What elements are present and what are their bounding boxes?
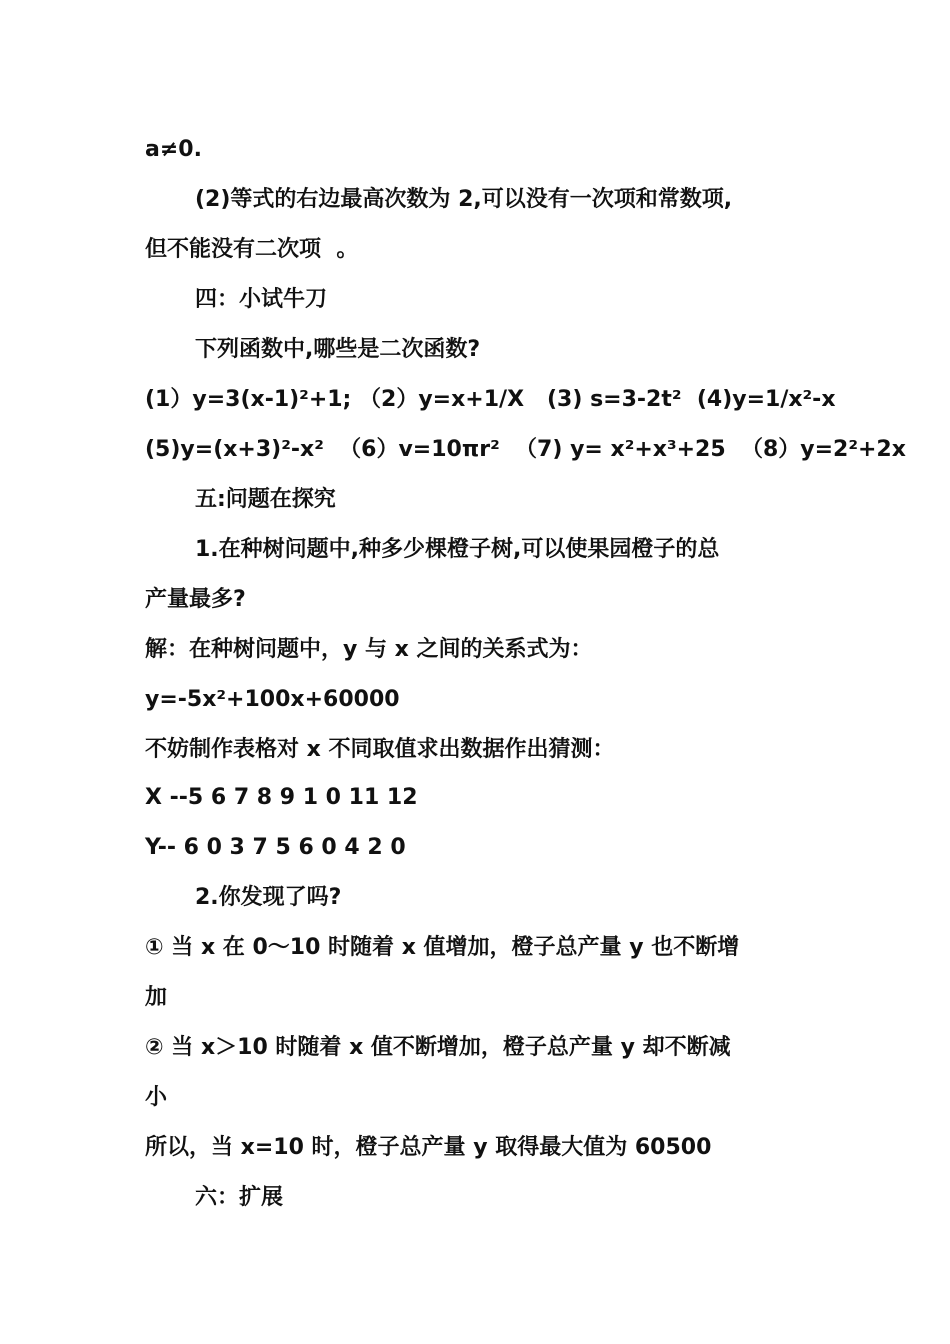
- problem-1-cont: 产量最多?: [145, 587, 246, 612]
- problem-1: 1.在种树问题中,种多少棵橙子树,可以使果园橙子的总: [195, 537, 720, 562]
- finding-1: ① 当 x 在 0～10 时随着 x 值增加，橙子总产量 y 也不断增: [145, 935, 740, 960]
- exercise-items-2: (5)y=(x+3)²-x² （6）v=10πr² （7) y= x²+x³+25 （8）y=2²+2x: [145, 437, 906, 462]
- solution-formula: y=-5x²+100x+60000: [145, 687, 400, 712]
- exercise-items-1: (1）y=3(x-1)²+1; （2）y=x+1/X (3) s=3-2t² (4)y=1/x²-x: [145, 387, 836, 412]
- finding-1-cont: 加: [145, 985, 168, 1010]
- conclusion: 所以，当 x=10 时，橙子总产量 y 取得最大值为 60500: [145, 1135, 712, 1160]
- problem-2: 2.你发现了吗?: [195, 885, 342, 910]
- table-row-y: Y-- 6 0 3 7 5 6 0 4 2 0: [145, 835, 406, 860]
- section-heading-4: 四：小试牛刀: [195, 287, 328, 312]
- solution-table-intro: 不妨制作表格对 x 不同取值求出数据作出猜测：: [145, 737, 615, 762]
- exercise-question: 下列函数中,哪些是二次函数?: [195, 337, 481, 362]
- text-line-note-2: (2)等式的右边最高次数为 2,可以没有一次项和常数项,: [195, 187, 733, 212]
- solution-intro: 解：在种树问题中，y 与 x 之间的关系式为：: [145, 637, 593, 662]
- text-line-note-2-cont: 但不能没有二次项 。: [145, 237, 359, 262]
- finding-2: ② 当 x＞10 时随着 x 值不断增加，橙子总产量 y 却不断减: [145, 1035, 731, 1060]
- finding-2-cont: 小: [145, 1085, 168, 1110]
- section-heading-5: 五:问题在探究: [195, 487, 336, 512]
- text-line-condition: a≠0.: [145, 137, 202, 162]
- section-heading-6: 六：扩展: [195, 1185, 284, 1210]
- table-row-x: X --5 6 7 8 9 1 0 11 12: [145, 785, 418, 810]
